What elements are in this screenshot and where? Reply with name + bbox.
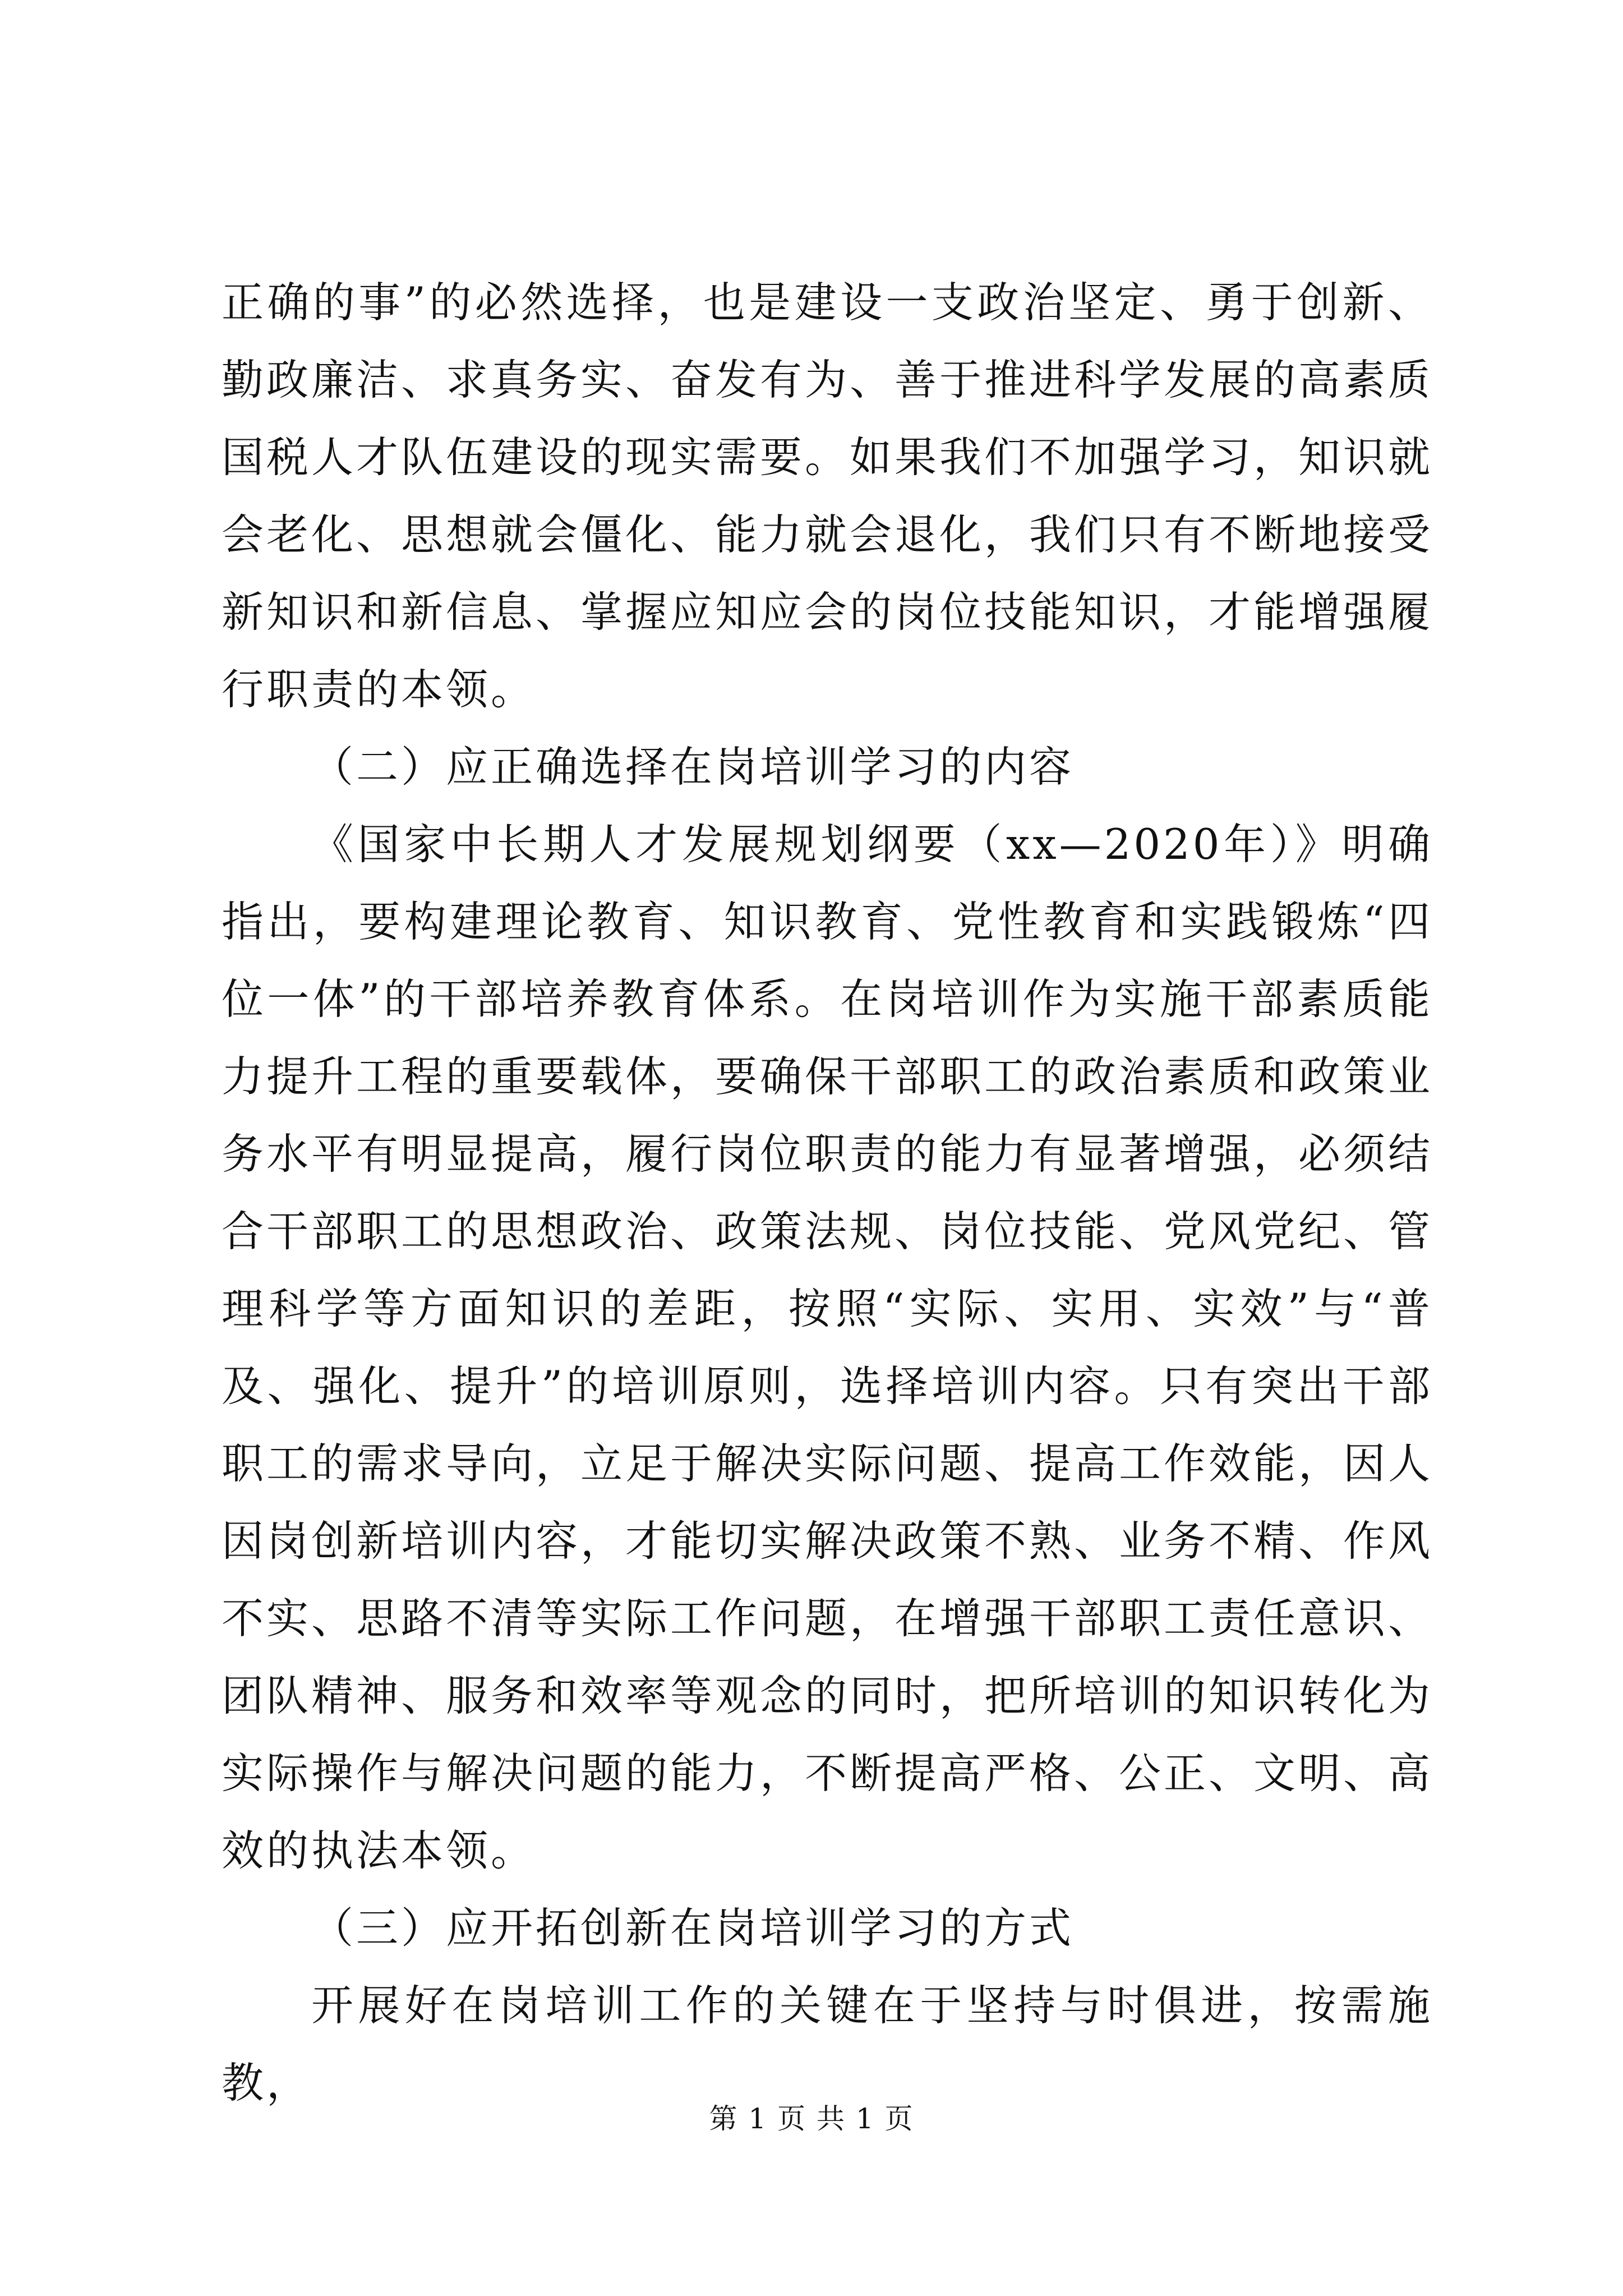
- paragraph-training-content: 《国家中长期人才发展规划纲要（xx—2020年）》明确指出，要构建理论教育、知识教育、党性教育和实践锻炼“四位一体”的干部培养教育体系。在岗培训作为实施干部素质能力提升工程的重要载体，要确保干部职工的政治素质和政策业务水平有明显提高，履行岗位职责的能力有显著增强，必须结合干部职工的思想政治、政策法规、岗位技能、党风党纪、管理科学等方面知识的差距，按照“实际、实用、实效”与“普及、强化、提升”的培训原则，选择培训内容。只有突出干部职工的需求导向，立足于解决实际问题、提高工作效能，因人因岗创新培训内容，才能切实解决政策不熟、业务不精、作风不实、思路不清等实际工作问题，在增强干部职工责任意识、团队精神、服务和效率等观念的同时，把所培训的知识转化为实际操作与解决问题的能力，不断提高严格、公正、文明、高效的执法本领。: [222, 820, 1433, 1875]
- section-heading-2: （二）应正确选择在岗培训学习的内容: [311, 742, 1075, 792]
- paragraph-training-method: 开展好在岗培训工作的关键在于坚持与时俱进，按需施教，: [222, 1981, 1433, 2108]
- paragraph-continuation: 正确的事”的必然选择，也是建设一支政治坚定、勇于创新、勤政廉洁、求真务实、奋发有为、善于推进科学发展的高素质国税人才队伍建设的现实需要。如果我们不加强学习，知识就会老化、思想就会僵化、能力就会退化，我们只有不断地接受新知识和新信息、掌握应知应会的岗位技能知识，才能增强履行职责的本领。: [222, 278, 1433, 714]
- section-heading-3: （三）应开拓创新在岗培训学习的方式: [311, 1903, 1075, 1953]
- page-footer: 第 1 页 共 1 页: [709, 2102, 914, 2135]
- document-body: [222, 264, 1433, 2122]
